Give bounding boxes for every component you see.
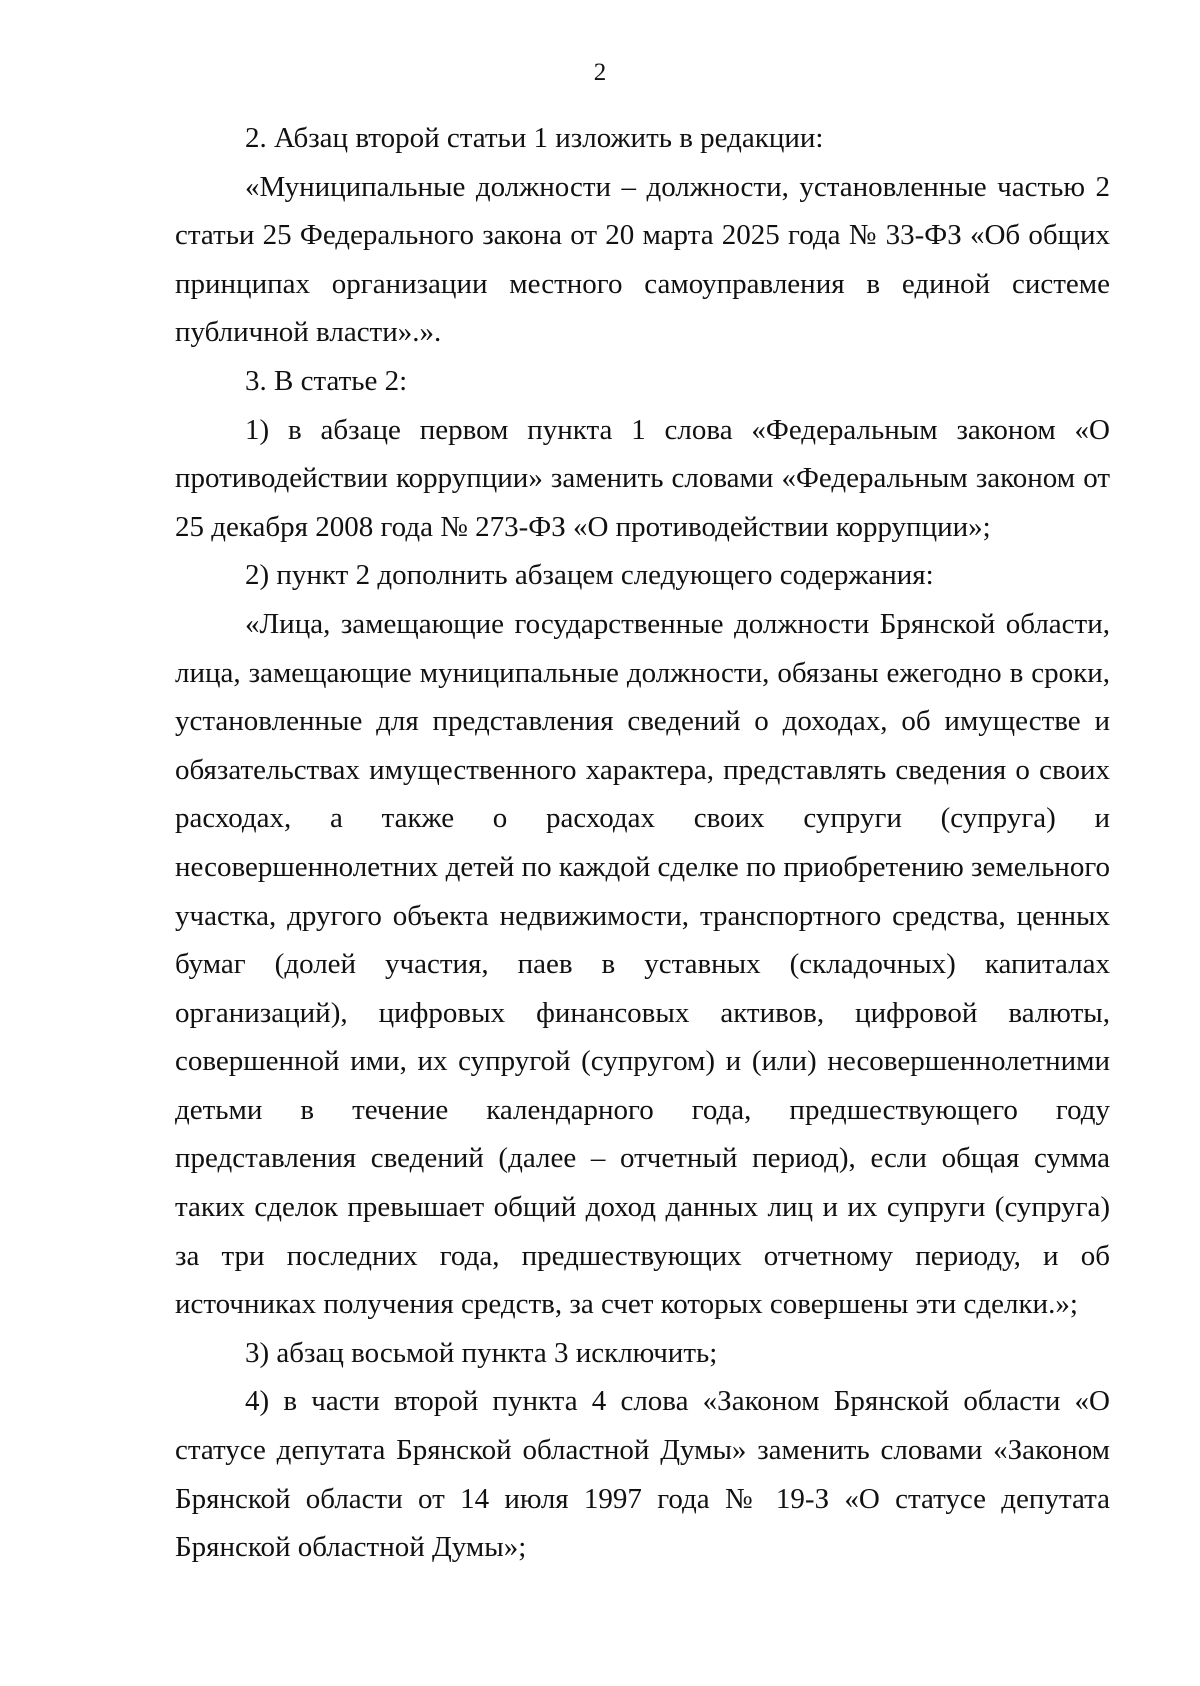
document-body bbox=[175, 114, 1110, 1572]
paragraph-subitem-1: 1) в абзаце первом пункта 1 слова «Федеральным законом «О противодействии коррупции» заменить словами «Федеральным законом от 25 декабря 2008 года № 273-ФЗ «О противодействии коррупции»; bbox=[175, 413, 1110, 543]
paragraph-expenses-quote: «Лица, замещающие государственные должности Брянской области, лица, замещающие муниципальные должности, обязаны ежегодно в сроки, установленные для представления сведений о доходах, об имуществе и обязательствах имущественного характера, представлять сведения о своих расходах, а также о расходах своих супруги (супруга) и несовершеннолетних детей по каждой сделке по приобретению земельного участка, другого объекта недвижимости, транспортного средства, ценных бумаг (долей участия, паев в уставных (складочных) капиталах организаций), цифровых финансовых активов, цифровой валюты, совершенной ими, их супругой (супругом) и (или) несовершеннолетними детьми в течение календарного года, предшествующего году представления сведений (далее – отчетный период), если общая сумма таких сделок превышает общий доход данных лиц и их супруги (супруга) за три последних года, предшествующих отчетному периоду, и об источниках получения средств, за счет которых совершены эти сделки.»; bbox=[175, 607, 1110, 1321]
paragraph-subitem-4: 4) в части второй пункта 4 слова «Законом Брянской области «О статусе депутата Брянской областной Думы» заменить словами «Законом Брянской области от 14 июля 1997 года № 19-З «О статусе депутата Брянской областной Думы»; bbox=[175, 1385, 1110, 1564]
paragraph-item-3: 3. В статье 2: bbox=[245, 364, 408, 397]
paragraph-subitem-2: 2) пункт 2 дополнить абзацем следующего содержания: bbox=[245, 559, 934, 592]
page-number: 2 bbox=[593, 59, 607, 86]
paragraph-item-2: 2. Абзац второй статьи 1 изложить в редакции: bbox=[245, 122, 824, 154]
paragraph-municipal-positions-quote: «Муниципальные должности – должности, установленные частью 2 статьи 25 Федерального закона от 20 марта 2025 года № 33-ФЗ «Об общих принципах организации местного самоуправления в единой системе публичной власти».». bbox=[175, 170, 1110, 349]
paragraph-subitem-3: 3) абзац восьмой пункта 3 исключить; bbox=[245, 1336, 718, 1369]
